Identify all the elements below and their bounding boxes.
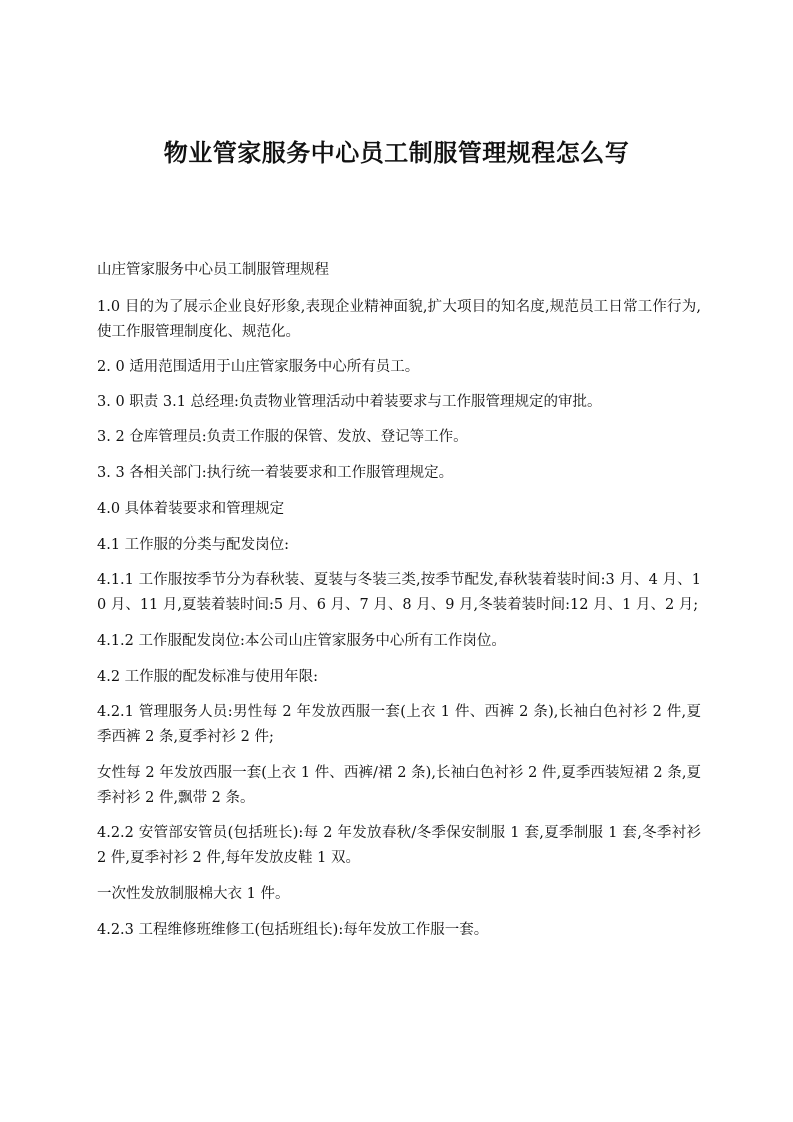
document-body xyxy=(97,258,701,943)
paragraph-section-4-1-1: 4.1.1 工作服按季节分为春秋装、夏装与冬装三类,按季节配发,春秋装着装时间:3 月、4 月、10 月、11 月,夏装着装时间:5 月、6 月、7 月、8 月、9 月,冬装着装时间:12 月、1 月、2 月; xyxy=(97,572,701,613)
paragraph-scope: 2. 0 适用范围适用于山庄管家服务中心所有员工。 xyxy=(97,359,420,375)
paragraph-section-4-2-2: 4.2.2 安管部安管员(包括班长):每 2 年发放春秋/冬季保安制服 1 套,夏季制服 1 套,冬季衬衫 2 件,夏季衬衫 2 件,每年发放皮鞋 1 双。 xyxy=(97,825,701,866)
paragraph-overcoat: 一次性发放制服棉大衣 1 件。 xyxy=(97,886,290,902)
paragraph-section-4: 4.0 具体着装要求和管理规定 xyxy=(97,501,285,517)
paragraph-heading: 山庄管家服务中心员工制服管理规程 xyxy=(97,262,329,278)
paragraph-section-4-1: 4.1 工作服的分类与配发岗位: xyxy=(97,537,290,553)
paragraph-section-4-2-3: 4.2.3 工程维修班维修工(包括班组长):每年发放工作服一套。 xyxy=(97,922,489,938)
paragraph-duty-departments: 3. 3 各相关部门:执行统一着装要求和工作服管理规定。 xyxy=(97,465,454,481)
page-title: 物业管家服务中心员工制服管理规程怎么写 xyxy=(163,139,630,167)
paragraph-female-uniform: 女性每 2 年发放西服一套(上衣 1 件、西裤/裙 2 条),长袖白色衬衫 2 件,夏季西装短裙 2 条,夏季衬衫 2 件,飘带 2 条。 xyxy=(97,765,701,806)
paragraph-duty-warehouse: 3. 2 仓库管理员:负责工作服的保管、发放、登记等工作。 xyxy=(97,429,468,445)
paragraph-duty-gm: 3. 0 职责 3.1 总经理:负责物业管理活动中着装要求与工作服管理规定的审批。 xyxy=(97,394,602,410)
paragraph-section-4-1-2: 4.1.2 工作服配发岗位:本公司山庄管家服务中心所有工作岗位。 xyxy=(97,633,506,649)
paragraph-section-4-2: 4.2 工作服的配发标准与使用年限: xyxy=(97,669,319,685)
paragraph-purpose: 1.0 目的为了展示企业良好形象,表现企业精神面貌,扩大项目的知名度,规范员工日常工作行为,使工作服管理制度化、规范化。 xyxy=(97,299,701,340)
paragraph-section-4-2-1: 4.2.1 管理服务人员:男性每 2 年发放西服一套(上衣 1 件、西裤 2 条),长袖白色衬衫 2 件,夏季西裤 2 条,夏季衬衫 2 件; xyxy=(97,704,701,745)
